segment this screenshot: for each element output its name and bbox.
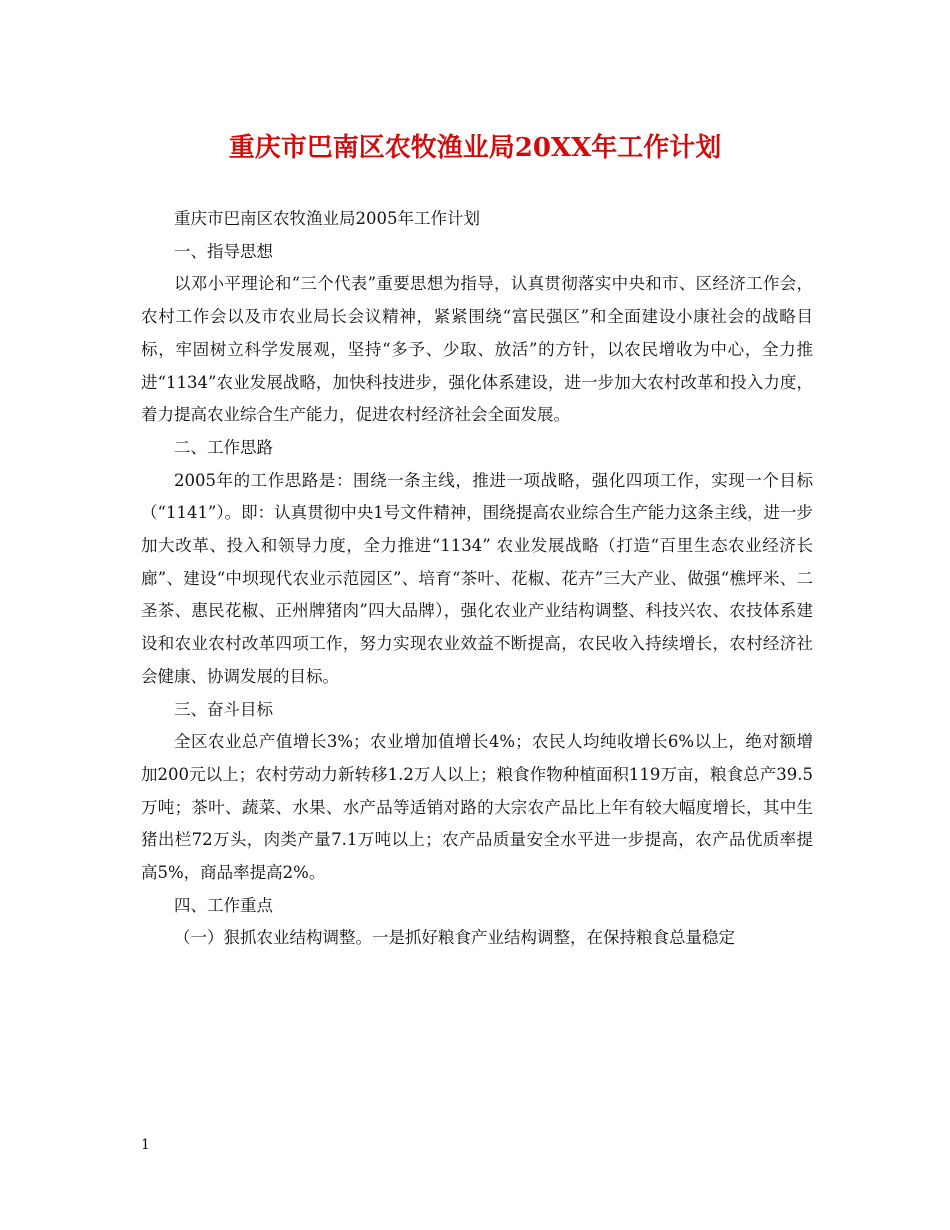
page-number: 1 [141,1137,150,1153]
section-heading-work-approach: 二、工作思路 [174,437,273,457]
document-body [141,203,813,955]
body-paragraph: 以邓小平理论和“三个代表”重要思想为指导，认真贯彻落实中央和市、区经济工作会，农村工作会以及市农业局长会议精神，紧紧围绕“富民强区”和全面建设小康社会的战略目标，牢固树立科学发展观，坚持“多予、少取、放活”的方针，以农民增收为中心，全力推进“1134”农业发展战略，加快科技进步，强化体系建设，进一步加大农村改革和投入力度，着力提高农业综合生产能力，促进农村经济社会全面发展。 [141,274,813,425]
section-heading-key-work: 四、工作重点 [174,895,273,915]
body-paragraph: （一）狠抓农业结构调整。一是抓好粮食产业结构调整，在保持粮食总量稳定 [174,928,735,948]
document-title: 重庆市巴南区农牧渔业局20XX年工作计划 [228,133,722,163]
body-paragraph: 2005年的工作思路是：围绕一条主线，推进一项战略，强化四项工作，实现一个目标（“1141”）。即：认真贯彻中央1号文件精神，围绕提高农业综合生产能力这条主线，进一步加大改革、投入和领导力度，全力推进“1134” 农业发展战略（打造“百里生态农业经济长廊”、建设“中坝现代农业示范园区”、培育“茶叶、花椒、花卉”三大产业、做强“樵坪米、二圣茶、惠民花椒、正州牌猪肉”四大品牌），强化农业产业结构调整、科技兴农、农技体系建设和农业农村改革四项工作，努力实现农业效益不断提高，农民收入持续增长，农村经济社会健康、协调发展的目标。 [141,470,813,686]
section-heading-goals: 三、奋斗目标 [174,699,273,719]
body-paragraph: 全区农业总产值增长3%；农业增加值增长4%；农民人均纯收增长6%以上，绝对额增加200元以上；农村劳动力新转移1.2万人以上；粮食作物种植面积119万亩，粮食总产39.5万吨；茶叶、蔬菜、水果、水产品等适销对路的大宗农产品比上年有较大幅度增长，其中生猪出栏72万头，肉类产量7.1万吨以上；农产品质量安全水平进一步提高，农产品优质率提高5%，商品率提高2%。 [141,732,813,883]
section-heading-guiding-ideology: 一、指导思想 [174,241,273,261]
subtitle-paragraph: 重庆市巴南区农牧渔业局2005年工作计划 [174,209,480,228]
